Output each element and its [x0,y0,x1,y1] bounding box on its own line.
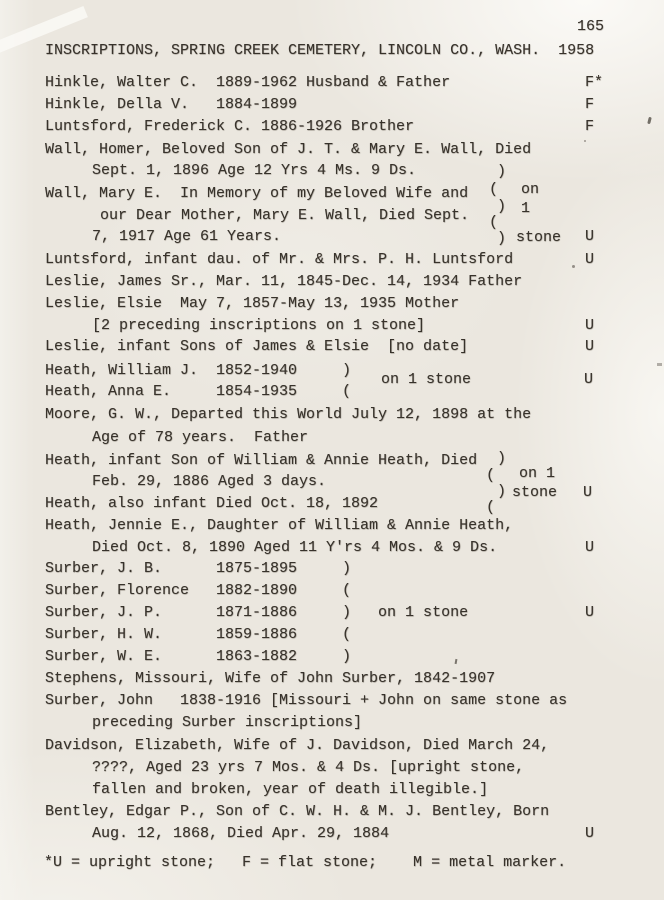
brace-paren: ( [489,181,499,198]
scan-speck [647,117,652,125]
inscription-line: Age of 78 years. Father [92,429,309,446]
brace-label: on [521,181,540,198]
inscription-line: Heath, William J. 1852-1940 ) [45,362,352,379]
inscription-line: Feb. 29, 1886 Aged 3 days. [92,473,327,490]
inscription-line: Leslie, infant Sons of James & Elsie [no date] U [45,338,595,355]
inscription-line: Heath, infant Son of William & Annie Heath, Died [45,452,478,469]
stone-type-marker: U [583,484,593,501]
brace-paren: ) [497,230,507,247]
brace-label: on 1 stone [381,371,472,388]
brace-paren: ) [497,450,507,467]
inscription-line: Sept. 1, 1896 Age 12 Yrs 4 Ms. 9 Ds. [92,162,417,179]
page-title: INSCRIPTIONS, SPRING CREEK CEMETERY, LINCOLN CO., WASH. 1958 [45,42,595,59]
inscription-line: Moore, G. W., Departed this World July 12, 1898 at the [45,406,532,423]
brace-paren: ( [486,499,496,516]
inscription-line: Stephens, Missouri, Wife of John Surber, 1842-1907 [45,670,496,687]
stone-type-marker: F* [585,74,604,91]
inscription-line: our Dear Mother, Mary E. Wall, Died Sept. [100,207,470,224]
inscription-line: Surber, J. P. 1871-1886 ) on 1 stone U [45,604,595,621]
inscription-line: Surber, John 1838-1916 [Missouri + John on same stone as [45,692,568,709]
page-number: 165 [577,18,605,35]
stone-type-marker: U [585,539,595,556]
inscription-line: Surber, J. B. 1875-1895 ) [45,560,352,577]
stone-type-marker: U [585,317,595,334]
inscription-line: Luntsford, infant dau. of Mr. & Mrs. P. H. Luntsford U [45,251,595,268]
inscription-line: fallen and broken, year of death illegible.] [92,781,489,798]
stone-type-marker: U [585,338,595,355]
inscription-line: Aug. 12, 1868, Died Apr. 29, 1884 U [92,825,595,842]
inscription-line: Davidson, Elizabeth, Wife of J. Davidson, Died March 24, [45,737,550,754]
brace-label: on 1 [519,465,556,482]
brace-paren: ( [486,467,496,484]
stone-type-marker: F [585,96,595,113]
stone-type-marker: U [585,228,595,245]
scan-speck [657,363,662,366]
brace-paren: ) [497,483,507,500]
inscription-line: Died Oct. 8, 1890 Aged 11 Y'rs 4 Mos. & 9 Ds. U [92,539,595,556]
inscription-line: Hinkle, Walter C. 1889-1962 Husband & Father F* [45,74,604,91]
inscription-line: Heath, also infant Died Oct. 18, 1892 [45,495,379,512]
inscription-line: Heath, Anna E. 1854-1935 ( [45,383,352,400]
inscription-line: Leslie, James Sr., Mar. 11, 1845-Dec. 14, 1934 Father [45,273,523,290]
brace-paren: ) [497,198,507,215]
stone-type-marker: U [585,251,595,268]
brace-label: 1 [521,200,531,217]
inscription-line: Wall, Homer, Beloved Son of J. T. & Mary E. Wall, Died [45,141,532,158]
brace-paren: ) [497,163,507,180]
stone-type-marker: F [585,118,595,135]
scan-speck [572,265,575,268]
inscription-line: Heath, Jennie E., Daughter of William & Annie Heath, [45,517,514,534]
inscription-line: ????, Aged 23 yrs 7 Mos. & 4 Ds. [upright stone, [92,759,525,776]
inscription-line: Luntsford, Frederick C. 1886-1926 Brother F [45,118,595,135]
brace-label: stone [512,484,558,501]
inscription-line: Wall, Mary E. In Memory of my Beloved Wife and [45,185,469,202]
scan-speck [584,140,586,142]
inscription-line: Surber, W. E. 1863-1882 ) [45,648,352,665]
inscription-line: Surber, Florence 1882-1890 ( [45,582,352,599]
inscription-line: Hinkle, Della V. 1884-1899 F [45,96,595,113]
legend-line: *U = upright stone; F = flat stone; M = metal marker. [44,854,567,871]
inscription-line: Bentley, Edgar P., Son of C. W. H. & M. J. Bentley, Born [45,803,550,820]
stone-type-marker: U [585,604,595,621]
inscription-line: 7, 1917 Age 61 Years. U [92,228,595,245]
inscription-line: Leslie, Elsie May 7, 1857-May 13, 1935 Mother [45,295,460,312]
scan-speck [455,659,458,664]
brace-paren: ( [489,214,499,231]
stone-type-marker: U [585,825,595,842]
inscription-line: Surber, H. W. 1859-1886 ( [45,626,352,643]
brace-label: stone [516,229,562,246]
stone-type-marker: U [584,371,594,388]
inscription-line: [2 preceding inscriptions on 1 stone] U [92,317,595,334]
inscription-line: preceding Surber inscriptions] [92,714,363,731]
